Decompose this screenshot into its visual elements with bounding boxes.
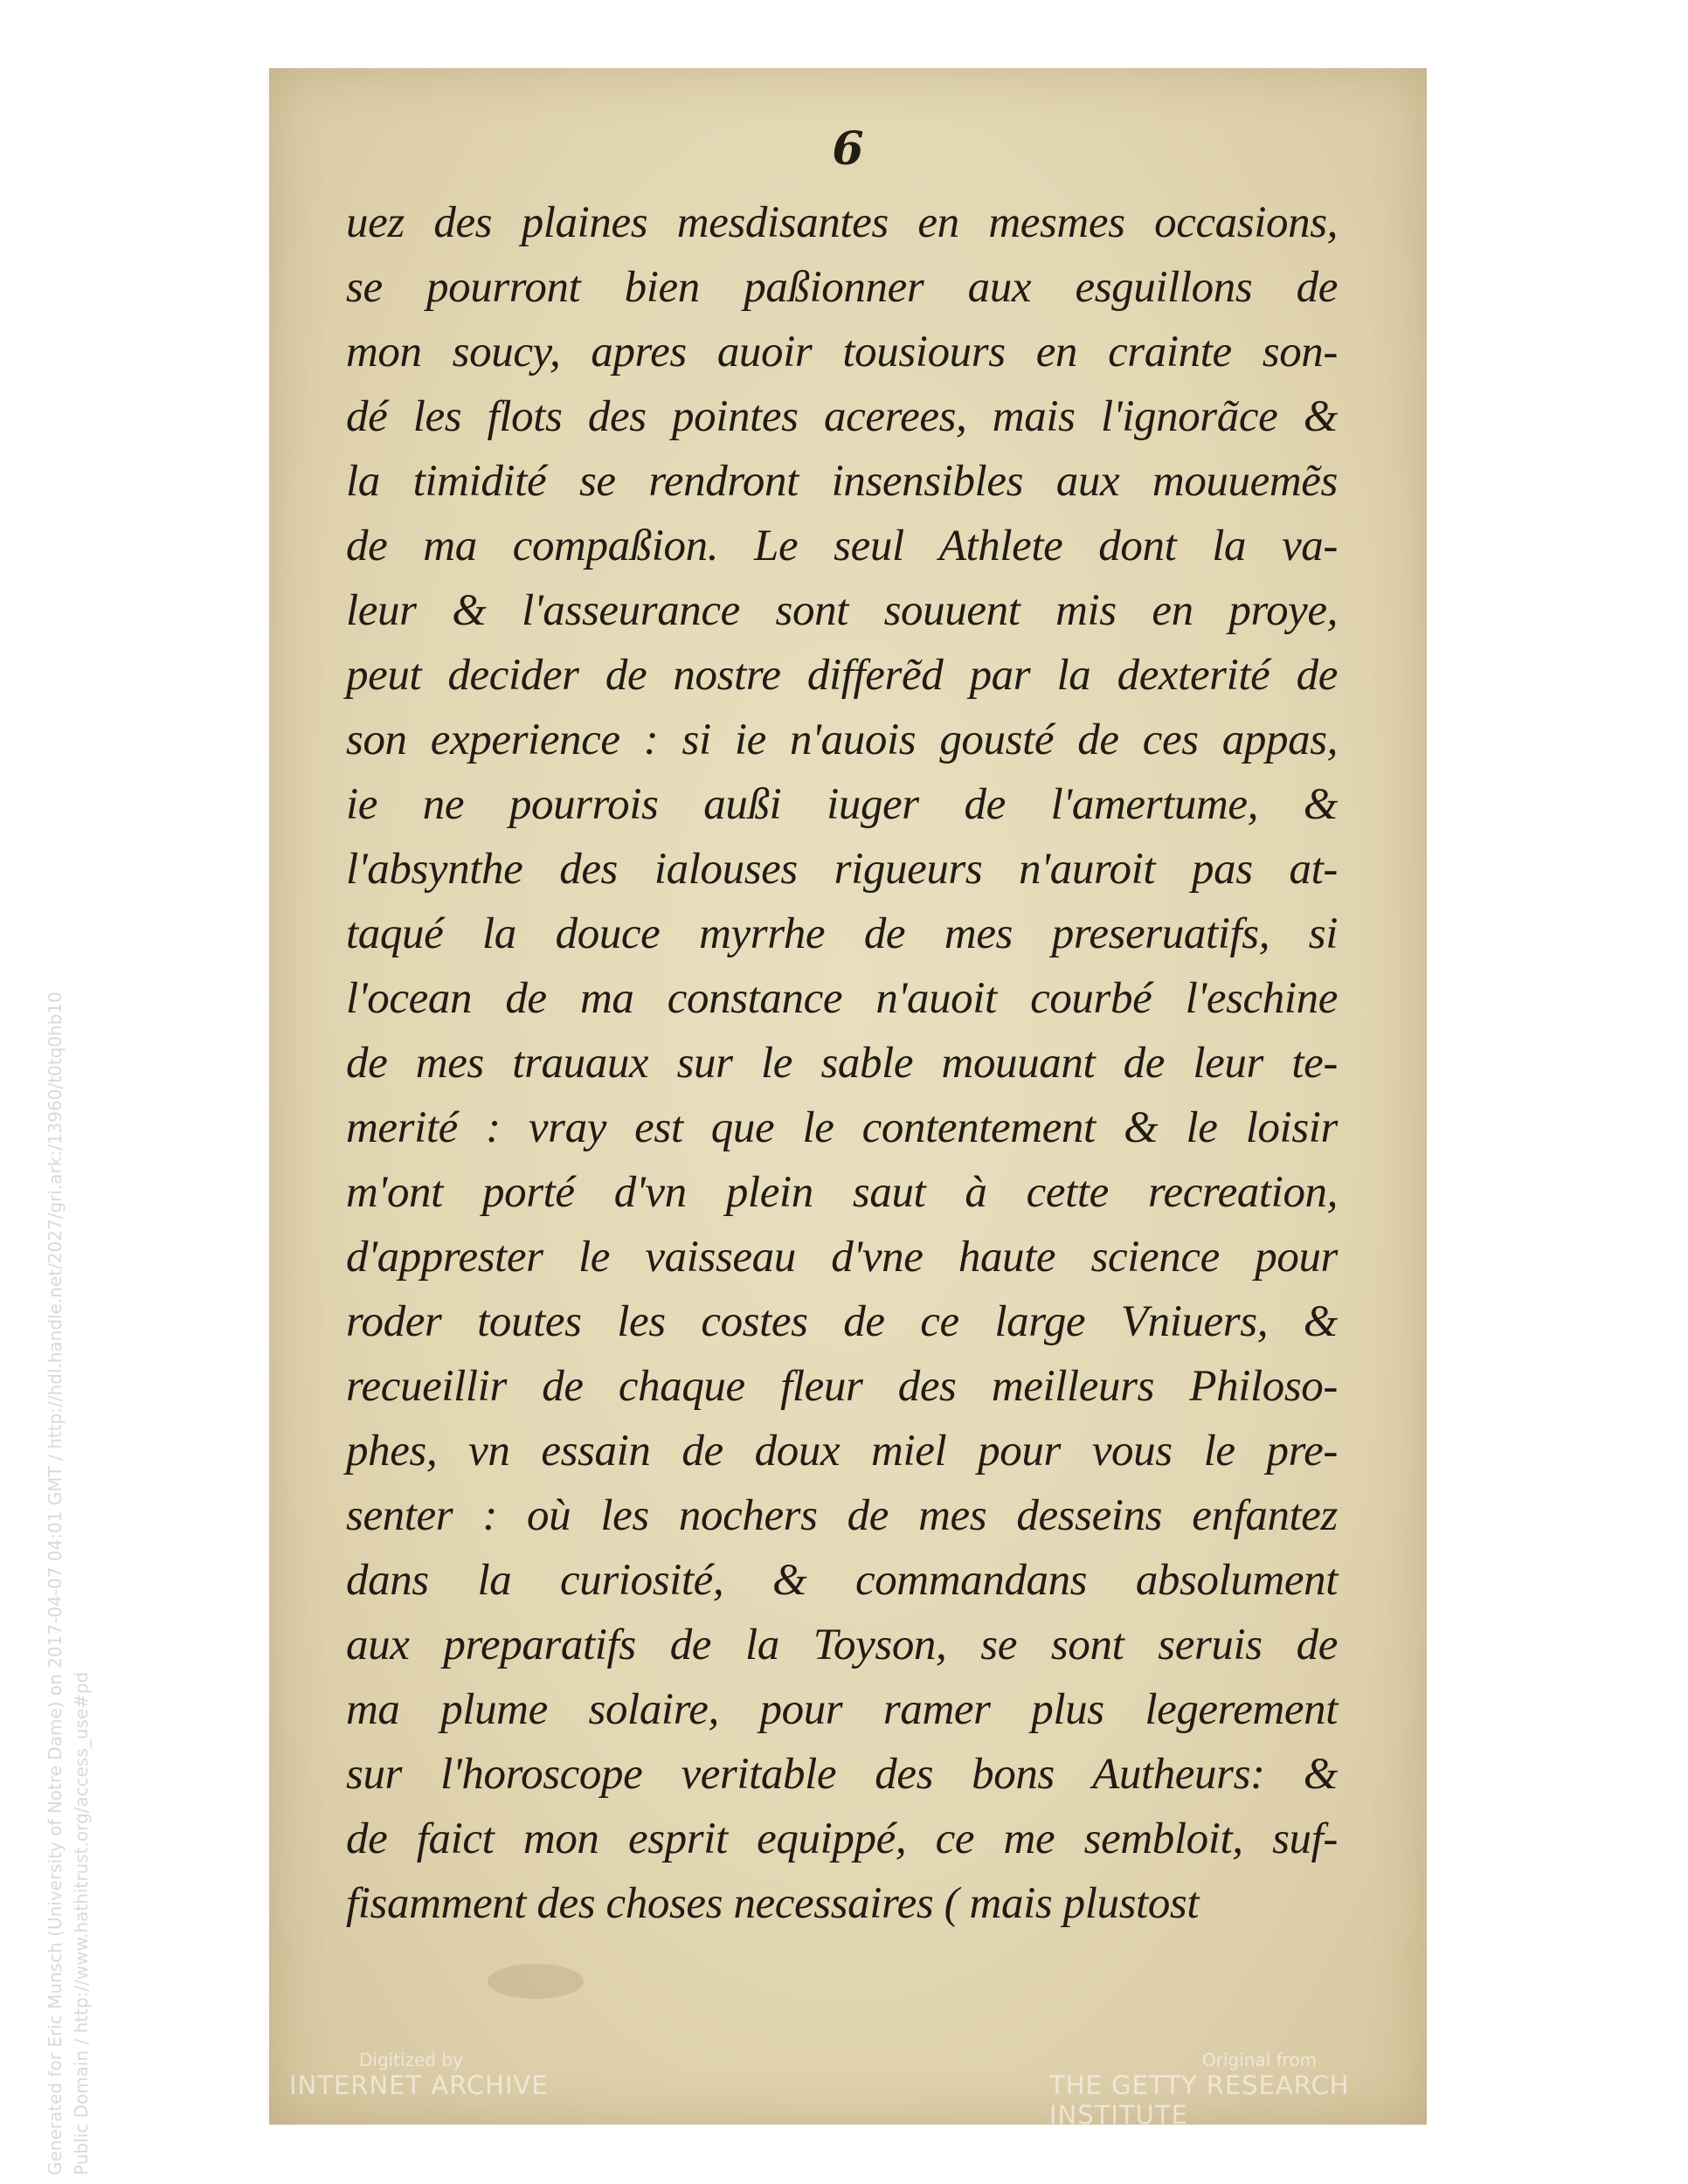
text-line: senter : où les nochers de mes desseins enfantez — [346, 1491, 1338, 1540]
text-line: aux preparatifs de la Toyson, se sont seruis de — [346, 1621, 1338, 1669]
watermark-right-source: THE GETTY RESEARCH INSTITUTE — [1049, 2070, 1350, 2130]
text-line: se pourront bien paßionner aux esguillons de — [346, 263, 1338, 312]
text-line: ma plume solaire, pour ramer plus legerement — [346, 1685, 1338, 1734]
side-watermark — [42, 992, 94, 2175]
text-line: taqué la douce myrrhe de mes preseruatifs, si — [346, 909, 1338, 958]
text-line: uez des plaines mesdisantes en mesmes occasions, — [346, 198, 1338, 247]
text-line: l'absynthe des ialouses rigueurs n'auroit pas at- — [346, 845, 1338, 894]
text-line: ie ne pourrois außi iuger de l'amertume, & — [346, 780, 1338, 829]
ink-smudge — [488, 1964, 584, 1999]
text-line: la timidité se rendront insensibles aux mouuemẽs — [346, 457, 1338, 506]
text-line: de faict mon esprit equippé, ce me sembloit, suf- — [346, 1814, 1338, 1863]
side-watermark-line-2: Public Domain / http://www.hathitrust.org/access_use#pd — [71, 1671, 92, 2175]
text-line: leur & l'asseurance sont souuent mis en proye, — [346, 586, 1338, 635]
scanned-page — [269, 68, 1427, 2130]
watermark-left-source: INTERNET ARCHIVE — [289, 2070, 549, 2100]
text-line: fisamment des choses necessaires ( mais plustost — [346, 1879, 1200, 1928]
watermark-right-caption: Original from — [1202, 2049, 1318, 2070]
text-line: roder toutes les costes de ce large Vniuers, & — [346, 1297, 1338, 1346]
watermark-left-caption: Digitized by — [359, 2049, 463, 2070]
body-text — [346, 190, 1338, 1936]
text-line: dé les flots des pointes acerees, mais l'ignorãce & — [346, 392, 1338, 441]
text-line: de ma compaßion. Le seul Athlete dont la va- — [346, 522, 1338, 570]
text-line: dans la curiosité, & commandans absolument — [346, 1556, 1338, 1605]
text-line: m'ont porté d'vn plein saut à cette recreation, — [346, 1168, 1338, 1217]
text-line: peut decider de nostre differẽd par la dexterité de — [346, 651, 1338, 700]
text-line: merité : vray est que le contentement & le loisir — [346, 1103, 1338, 1152]
side-watermark-line-1: Generated for Eric Munsch (University of Notre Dame) on 2017-04-07 04:01 GMT / http://hdl.handle.net/2027/gri.ark:/13960/t0tq0hb10 — [45, 992, 66, 2175]
page-number: 6 — [832, 122, 864, 176]
text-line: mon soucy, apres auoir tousiours en crainte son- — [346, 328, 1338, 377]
text-line: l'ocean de ma constance n'auoit courbé l'eschine — [346, 974, 1338, 1023]
text-line: d'apprester le vaisseau d'vne haute science pour — [346, 1233, 1338, 1282]
text-line: de mes trauaux sur le sable mouuant de leur te- — [346, 1039, 1338, 1088]
text-line: recueillir de chaque fleur des meilleurs Philoso- — [346, 1362, 1338, 1411]
text-line: son experience : si ie n'auois gousté de ces appas, — [346, 715, 1338, 764]
text-line: phes, vn essain de doux miel pour vous le pre- — [346, 1427, 1338, 1476]
text-line: sur l'horoscope veritable des bons Autheurs: & — [346, 1750, 1338, 1799]
